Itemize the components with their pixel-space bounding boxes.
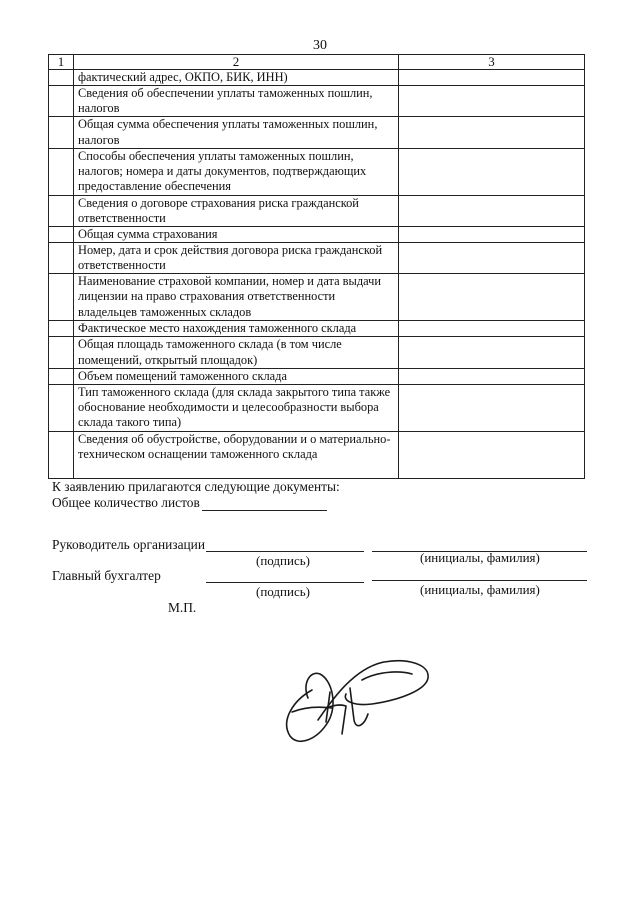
row-label: Общая сумма обеспечения уплаты таможенных пошлин, налогов: [74, 117, 399, 148]
table-row: [49, 321, 585, 337]
table-row: [49, 86, 585, 117]
row-label: Общая сумма страхования: [74, 226, 399, 242]
header-col-3: 3: [399, 55, 585, 70]
row-label: Сведения об обустройстве, оборудовании и о материально-техническом оснащении таможенного склада: [74, 431, 399, 478]
table-row: [49, 195, 585, 226]
row-label: Объем помещений таможенного склада: [74, 368, 399, 384]
row-label: Тип таможенного склада (для склада закрытого типа также обоснование необходимости и целесообразности выбора склада такого типа): [74, 384, 399, 431]
page-number: 30: [313, 38, 327, 53]
table-row: [49, 274, 585, 321]
accountant-signature-field[interactable]: [206, 582, 364, 583]
table-row: [49, 368, 585, 384]
row-label: Сведения об обеспечении уплаты таможенных пошлин, налогов: [74, 86, 399, 117]
accountant-signature-caption: (подпись): [256, 584, 310, 599]
table-row: [49, 431, 585, 478]
attachments-line: К заявлению прилагаются следующие документы:: [52, 479, 340, 494]
sheet-count-label: Общее количество листов: [52, 495, 200, 510]
handwritten-signature: [272, 650, 442, 750]
table-row: [49, 337, 585, 368]
head-signature-field[interactable]: [206, 551, 364, 552]
table-row: [49, 384, 585, 431]
accountant-name-field[interactable]: [372, 580, 587, 581]
accountant-label: Главный бухгалтер: [52, 568, 161, 583]
header-col-2: 2: [74, 55, 399, 70]
accountant-name-caption: (инициалы, фамилия): [420, 582, 540, 597]
table-row: [49, 226, 585, 242]
row-label: Сведения о договоре страхования риска гражданской ответственности: [74, 195, 399, 226]
head-signature-caption: (подпись): [256, 553, 310, 568]
row-label: Общая площадь таможенного склада (в том числе помещений, открытый площадок): [74, 337, 399, 368]
table-row: [49, 148, 585, 195]
row-label: Номер, дата и срок действия договора риска гражданской ответственности: [74, 243, 399, 274]
stamp-label: М.П.: [168, 600, 197, 615]
table-row: [49, 117, 585, 148]
table-header-row: [49, 55, 585, 70]
row-label: Наименование страховой компании, номер и дата выдачи лицензии на право страхования ответственности владельцев таможенных складов: [74, 274, 399, 321]
row-label: Способы обеспечения уплаты таможенных пошлин, налогов; номера и даты документов, подтверждающих предоставление обеспечения: [74, 148, 399, 195]
header-col-1: 1: [49, 55, 74, 70]
table-row: [49, 70, 585, 86]
row-label: фактический адрес, ОКПО, БИК, ИНН): [74, 70, 399, 86]
head-name-caption: (инициалы, фамилия): [420, 550, 540, 565]
sheet-count-field[interactable]: [202, 510, 327, 511]
head-label: Руководитель организации: [52, 537, 206, 552]
form-table: [48, 54, 585, 479]
table-row: [49, 243, 585, 274]
row-label: Фактическое место нахождения таможенного склада: [74, 321, 399, 337]
